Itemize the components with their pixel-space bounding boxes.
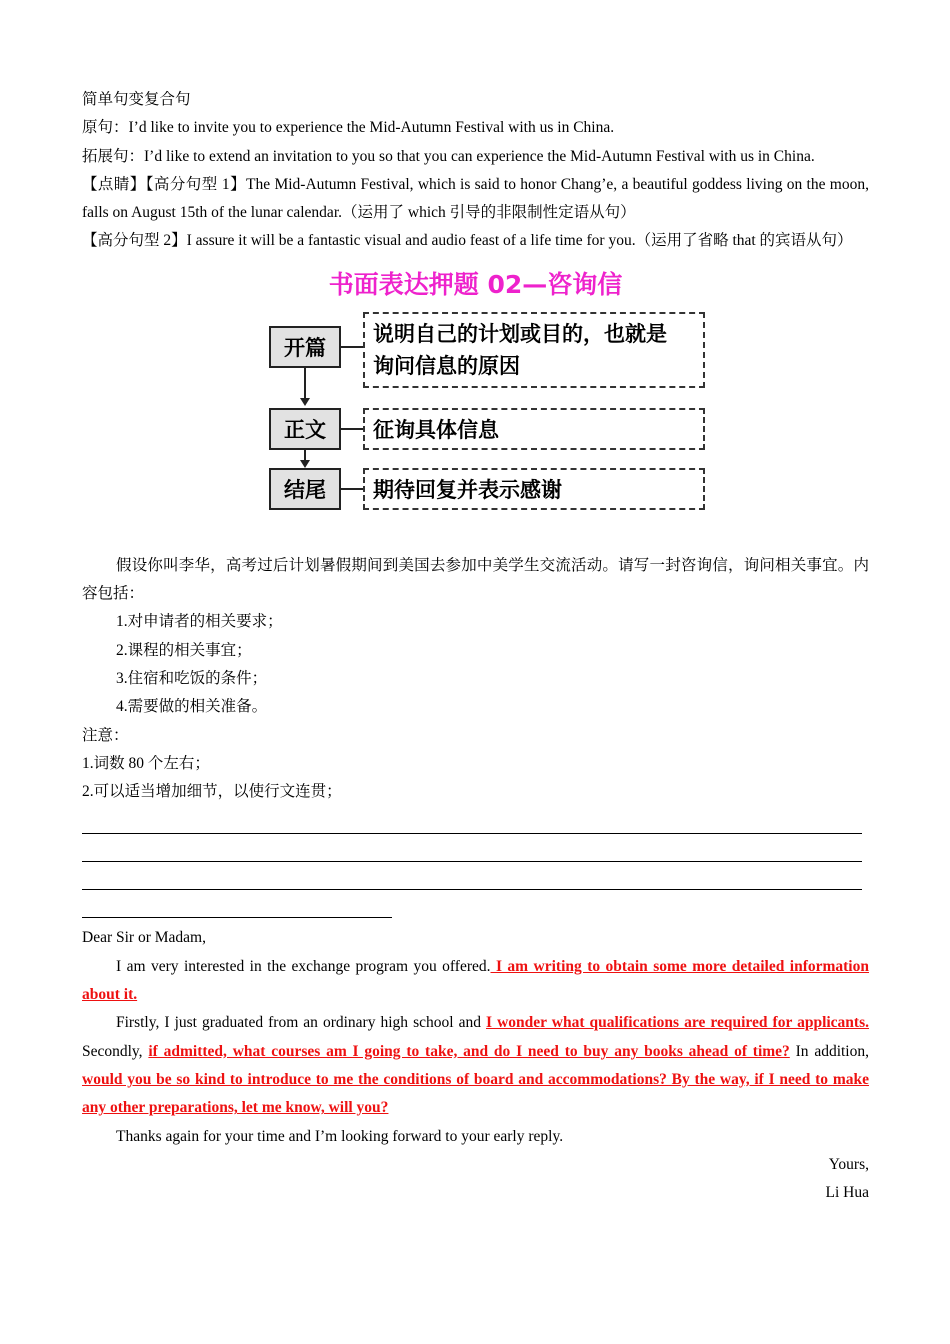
answer-line (82, 862, 862, 890)
task-point: 1.对申请者的相关要求； (116, 613, 283, 631)
letter-paragraph-2: Firstly, I just graduated from an ordinary high school and I wonder what qualifications are required for applicants. Secondly, if admitted, what courses am I going to take, and do I need to buy any books ahead of time? In addition, would you be so kind to introduce to me the conditions of board and accommodations? By the way, if I need to make any other preparations, let me know, will you? (82, 1014, 869, 1117)
heading-simple-to-complex: 简单句变复合句 (82, 91, 191, 108)
answer-line (82, 890, 392, 918)
note-item: 1.词数 80 个左右； (82, 754, 210, 772)
stage-opening-description: 说明自己的计划或目的，也就是 询问信息的原因 (363, 312, 705, 388)
highlighted-answer: would you be so kind to introduce to me the conditions of board and accommodations? By the way, if I need to make any other preparations, let me know, will you? (82, 1070, 869, 1117)
highlight-note-2: 【高分句型 2】I assure it will be a fantastic visual and audio feast of a life time for you.（运用了省略 that 的宾语从句） (82, 232, 853, 250)
arrow-down-icon (300, 460, 310, 468)
structure-diagram (82, 312, 869, 552)
letter-signature: Li Hua (825, 1184, 869, 1202)
answer-line (82, 834, 862, 862)
connector-line (341, 428, 363, 430)
connector-line (341, 488, 363, 490)
stage-closing-box: 结尾 (269, 468, 341, 510)
document-page (82, 86, 869, 1207)
connector-line (341, 346, 363, 348)
letter-paragraph-3: Thanks again for your time and I’m looking forward to your early reply. (116, 1127, 564, 1145)
letter-salutation: Dear Sir or Madam, (82, 929, 206, 947)
letter-paragraph-1: I am very interested in the exchange program you offered. I am writing to obtain some more detailed information about it. (82, 957, 869, 1004)
note-item: 2.可以适当增加细节，以使行文连贯； (82, 783, 342, 801)
stage-closing-description: 期待回复并表示感谢 (363, 468, 705, 510)
arrow-line (304, 450, 306, 460)
highlight-note-1: 【点睛】【高分句型 1】The Mid-Autumn Festival, which is said to honor Chang’e, a beautiful goddess living on the moon, falls on August 15th of the lunar calendar.（运用了 which 引导的非限制性定语从句） (82, 175, 869, 222)
original-sentence: 原句：I’d like to invite you to experience the Mid-Autumn Festival with us in China. (82, 119, 615, 137)
highlighted-answer: if admitted, what courses am I going to take, and do I need to buy any books ahead of time? (148, 1042, 790, 1060)
letter-closing: Yours, (828, 1155, 869, 1173)
task-point: 4.需要做的相关准备。 (116, 698, 268, 716)
highlighted-answer: I wonder what qualifications are required for applicants. (486, 1014, 869, 1032)
section-title: 书面表达押题 02—咨询信 (328, 269, 623, 299)
task-point: 3.住宿和吃饭的条件； (116, 669, 268, 687)
answer-line (82, 806, 862, 834)
task-prompt: 假设你叫李华，高考过后计划暑假期间到美国去参加中美学生交流活动。请写一封咨询信，询问相关事宜。内容包括： (82, 556, 869, 603)
stage-opening-box: 开篇 (269, 326, 341, 368)
task-point: 2.课程的相关事宜； (116, 641, 252, 659)
arrow-down-icon (300, 398, 310, 406)
notes-heading: 注意： (82, 726, 129, 744)
arrow-line (304, 368, 306, 398)
highlighted-answer: I am writing to obtain some more detailed information about it. (82, 957, 869, 1004)
stage-body-box: 正文 (269, 408, 341, 450)
extended-sentence: 拓展句：I’d like to extend an invitation to you so that you can experience the Mid-Autumn Festival with us in China. (82, 147, 815, 165)
stage-body-description: 征询具体信息 (363, 408, 705, 450)
